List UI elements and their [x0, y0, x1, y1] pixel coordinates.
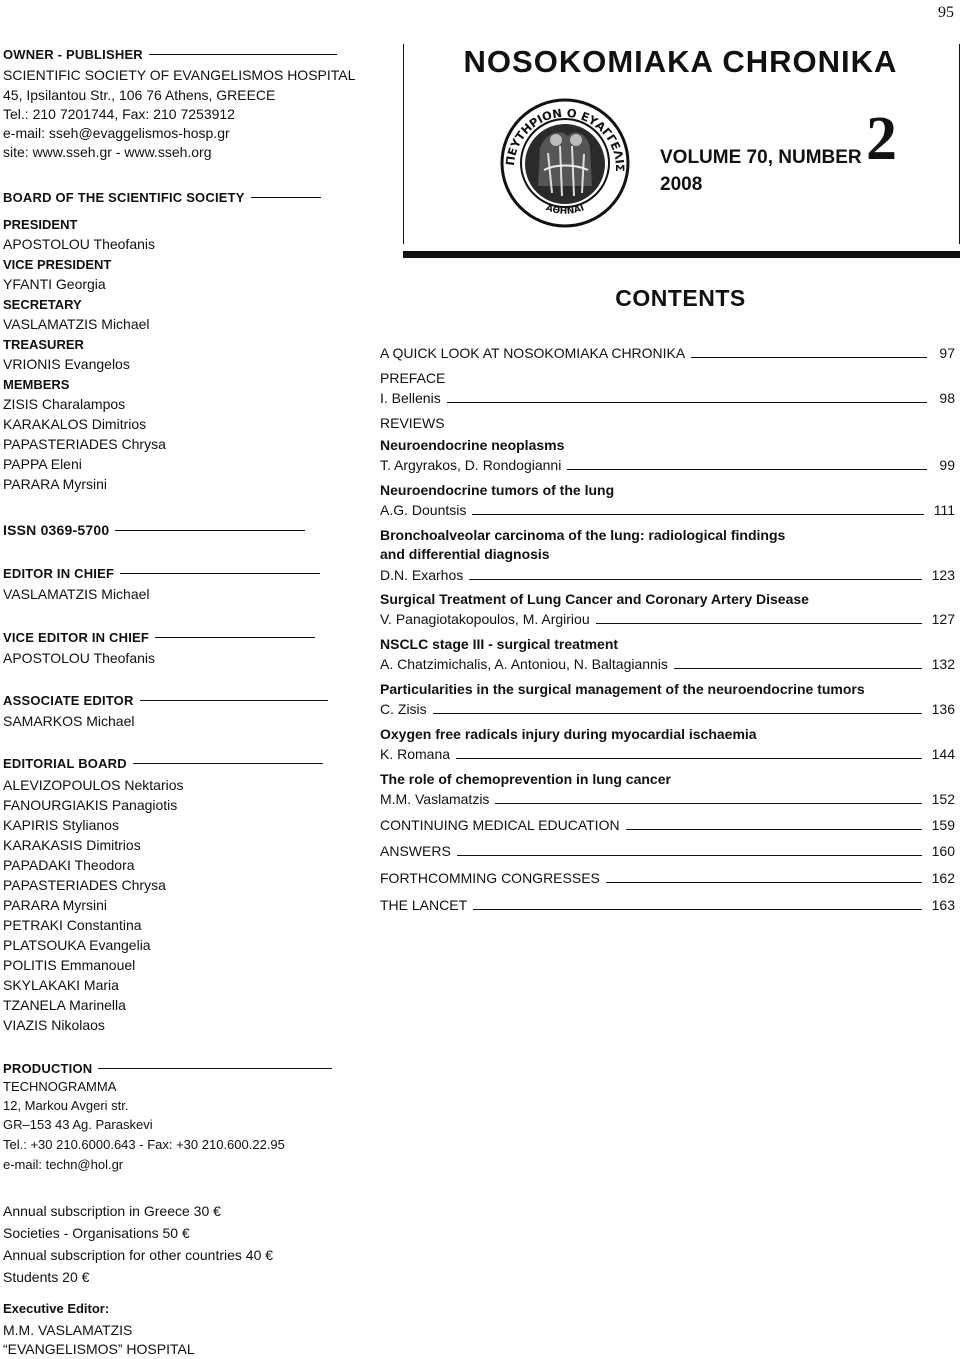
- section-label-preface: PREFACE: [380, 370, 446, 386]
- toc-lancet[interactable]: [380, 896, 955, 914]
- toc-author: A. Chatzimichalis, A. Antoniou, N. Baltagiannis: [380, 656, 668, 672]
- vice-editor-name: APOSTOLOU Theofanis: [3, 650, 155, 666]
- production-line: GR–153 43 Ag. Paraskevi: [3, 1117, 153, 1132]
- member-name: PARARA Myrsini: [3, 476, 107, 492]
- member-name: KARAKALOS Dimitrios: [3, 416, 147, 432]
- issue-number: 2: [866, 105, 897, 173]
- board-member: ALEVIZOPOULOS Nektarios: [3, 777, 184, 793]
- toc-page: 159: [931, 817, 955, 833]
- editor-in-chief-heading: [3, 566, 320, 581]
- toc-article[interactable]: [380, 610, 955, 628]
- toc-article[interactable]: [380, 790, 955, 808]
- board-member: PAPADAKI Theodora: [3, 857, 135, 873]
- role-name: VRIONIS Evangelos: [3, 356, 130, 372]
- article-title[interactable]: Neuroendocrine tumors of the lung: [380, 482, 615, 498]
- toc-cme[interactable]: [380, 816, 955, 834]
- board-member: PAPASTERIADES Chrysa: [3, 877, 166, 893]
- board-heading-text: BOARD OF THE SCIENTIFIC SOCIETY: [3, 190, 245, 205]
- journal-title: NOSOKOMIAKA CHRONIKA: [463, 44, 898, 79]
- production-heading: [3, 1061, 332, 1076]
- toc-author: C. Zisis: [380, 701, 427, 717]
- leader-line: [472, 514, 923, 515]
- toc-page: 111: [933, 502, 955, 518]
- toc-page: 160: [931, 843, 955, 859]
- board-heading: [3, 190, 321, 205]
- subscription-line: Annual subscription for other countries 40 €: [3, 1247, 274, 1263]
- toc-page: 152: [931, 791, 955, 807]
- toc-article[interactable]: [380, 456, 955, 474]
- leader-line: [674, 668, 922, 669]
- divider: [140, 700, 328, 701]
- article-title[interactable]: Bronchoalveolar carcinoma of the lung: radiological findings: [380, 527, 786, 543]
- board-member: TZANELA Marinella: [3, 997, 126, 1013]
- article-title[interactable]: Neuroendocrine neoplasms: [380, 437, 565, 453]
- leader-line: [626, 829, 922, 830]
- owner-line: SCIENTIFIC SOCIETY OF EVANGELISMOS HOSPITAL: [3, 67, 356, 83]
- leader-line: [469, 579, 921, 580]
- volume-year: 2008: [660, 174, 703, 195]
- leader-line: [473, 909, 922, 910]
- toc-quick-look[interactable]: [380, 344, 955, 362]
- production-line: 12, Markou Avgeri str.: [3, 1098, 129, 1113]
- seal-text-top: ΠΕΥΤΗΡΙΟΝ Ο ΕΥΑΓΓΕΛΙΣ: [502, 105, 628, 172]
- leader-line: [447, 402, 927, 403]
- board-member: POLITIS Emmanouel: [3, 957, 136, 973]
- production-line: TECHNOGRAMMA: [3, 1079, 117, 1094]
- volume-label: VOLUME 70, NUMBER: [660, 147, 862, 168]
- toc-article[interactable]: [380, 745, 955, 763]
- svg-text:ΑΘΗΝΑΙ: [544, 203, 585, 217]
- owner-phone: Tel.: 210 7201744, Fax: 210 7253912: [3, 106, 235, 122]
- divider: [115, 530, 305, 531]
- executive-line: M.M. VASLAMATZIS: [3, 1322, 133, 1338]
- article-title[interactable]: Oxygen free radicals injury during myocardial ischaemia: [380, 726, 757, 742]
- production-phone: Tel.: +30 210.6000.643 - Fax: +30 210.600.22.95: [3, 1137, 285, 1152]
- board-member: PETRAKI Constantina: [3, 917, 142, 933]
- associate-editor-heading-text: ASSOCIATE EDITOR: [3, 693, 134, 708]
- toc-page: 127: [931, 611, 955, 627]
- role-name: VASLAMATZIS Michael: [3, 316, 150, 332]
- board-member: KAPIRIS Stylianos: [3, 817, 119, 833]
- subscription-line: Students 20 €: [3, 1269, 90, 1285]
- leader-line: [596, 623, 922, 624]
- production-email: e-mail: techn@hol.gr: [3, 1157, 124, 1172]
- toc-entry-title: ANSWERS: [380, 843, 451, 859]
- leader-line: [495, 803, 921, 804]
- toc-entry-title: CONTINUING MEDICAL EDUCATION: [380, 817, 620, 833]
- divider: [155, 637, 315, 638]
- seal-text-bottom: ΑΘΗΝΑΙ: [544, 203, 586, 217]
- member-name: PAPASTERIADES Chrysa: [3, 436, 166, 452]
- owner-line: 45, Ipsilantou Str., 106 76 Athens, GREECE: [3, 87, 276, 103]
- vice-editor-heading-text: VICE EDITOR IN CHIEF: [3, 630, 150, 645]
- toc-preface[interactable]: [380, 389, 955, 407]
- page-number: 95: [938, 4, 954, 21]
- board-member: VIAZIS Nikolaos: [3, 1017, 105, 1033]
- toc-entry-title: A QUICK LOOK AT NOSOKOMIAKA CHRONIKA: [380, 345, 686, 361]
- divider: [251, 197, 321, 198]
- editorial-board-heading: [3, 756, 323, 771]
- leader-line: [567, 469, 927, 470]
- toc-entry-title: THE LANCET: [380, 897, 468, 913]
- leader-line: [456, 758, 922, 759]
- leader-line: [691, 357, 927, 358]
- member-name: PAPPA Eleni: [3, 456, 82, 472]
- toc-page: 98: [939, 390, 955, 406]
- owner-site: site: www.sseh.gr - www.sseh.org: [3, 144, 212, 160]
- board-member: FANOURGIAKIS Panagiotis: [3, 797, 178, 813]
- toc-congresses[interactable]: [380, 869, 955, 887]
- owner-heading: [3, 47, 337, 62]
- toc-page: 97: [939, 345, 955, 361]
- role-title: MEMBERS: [3, 377, 70, 392]
- board-member: PLATSOUKA Evangelia: [3, 937, 151, 953]
- toc-author: M.M. Vaslamatzis: [380, 791, 490, 807]
- owner-email: e-mail: sseh@evaggelismos-hosp.gr: [3, 125, 230, 141]
- role-name: YFANTI Georgia: [3, 276, 106, 292]
- toc-page: 162: [931, 870, 955, 886]
- subscription-line: Societies - Organisations 50 €: [3, 1225, 190, 1241]
- article-title[interactable]: Surgical Treatment of Lung Cancer and Coronary Artery Disease: [380, 591, 809, 607]
- toc-answers[interactable]: [380, 842, 955, 860]
- issn: [3, 522, 305, 538]
- associate-editor-heading: [3, 693, 328, 708]
- divider: [133, 763, 323, 764]
- issn-text: ISSN 0369-5700: [3, 522, 110, 538]
- editor-in-chief-name: VASLAMATZIS Michael: [3, 586, 150, 602]
- toc-page: 123: [931, 567, 955, 583]
- role-title: VICE PRESIDENT: [3, 257, 112, 272]
- seal-icon: [500, 98, 630, 228]
- toc-author: T. Argyrakos, D. Rondogianni: [380, 457, 562, 473]
- toc-article[interactable]: [380, 501, 955, 519]
- toc-author: A.G. Dountsis: [380, 502, 467, 518]
- role-title: TREASURER: [3, 337, 84, 352]
- role-title: SECRETARY: [3, 297, 82, 312]
- article-title[interactable]: NSCLC stage III - surgical treatment: [380, 636, 619, 652]
- toc-author: D.N. Exarhos: [380, 567, 464, 583]
- toc-article[interactable]: [380, 566, 955, 584]
- article-title[interactable]: Particularities in the surgical management of the neuroendocrine tumors: [380, 681, 865, 697]
- toc-page: 136: [931, 701, 955, 717]
- article-title[interactable]: The role of chemoprevention in lung cancer: [380, 771, 671, 787]
- associate-editor-name: SAMARKOS Michael: [3, 713, 135, 729]
- board-member: KARAKASIS Dimitrios: [3, 837, 141, 853]
- leader-line: [606, 882, 922, 883]
- section-label-reviews: REVIEWS: [380, 415, 445, 431]
- society-seal: [500, 98, 630, 228]
- toc-author: K. Romana: [380, 746, 451, 762]
- editorial-board-heading-text: EDITORIAL BOARD: [3, 756, 127, 771]
- leader-line: [457, 855, 922, 856]
- executive-heading: Executive Editor:: [3, 1301, 110, 1316]
- masthead-rule: [403, 251, 960, 258]
- production-heading-text: PRODUCTION: [3, 1061, 93, 1076]
- divider: [120, 573, 320, 574]
- toc-page: 144: [931, 746, 955, 762]
- member-name: ZISIS Charalampos: [3, 396, 126, 412]
- editor-in-chief-heading-text: EDITOR IN CHIEF: [3, 566, 115, 581]
- contents-heading: CONTENTS: [615, 285, 746, 311]
- toc-page: 99: [939, 457, 955, 473]
- toc-entry-title: FORTHCOMMING CONGRESSES: [380, 870, 600, 886]
- toc-page: 132: [931, 656, 955, 672]
- toc-author: I. Bellenis: [380, 390, 441, 406]
- executive-line: “EVANGELISMOS” HOSPITAL: [3, 1341, 195, 1357]
- subscription-line: Annual subscription in Greece 30 €: [3, 1203, 221, 1219]
- owner-heading-text: OWNER - PUBLISHER: [3, 47, 143, 62]
- divider: [149, 54, 337, 55]
- article-title-continued[interactable]: and differential diagnosis: [380, 546, 550, 562]
- divider: [98, 1068, 332, 1069]
- toc-article[interactable]: [380, 700, 955, 718]
- leader-line: [433, 713, 922, 714]
- vice-editor-heading: [3, 630, 315, 645]
- board-member: PARARA Myrsini: [3, 897, 107, 913]
- role-name: APOSTOLOU Theofanis: [3, 236, 155, 252]
- toc-author: V. Panagiotakopoulos, M. Argiriou: [380, 611, 590, 627]
- role-title: PRESIDENT: [3, 217, 78, 232]
- toc-page: 163: [931, 897, 955, 913]
- board-member: SKYLAKAKI Maria: [3, 977, 119, 993]
- toc-article[interactable]: [380, 655, 955, 673]
